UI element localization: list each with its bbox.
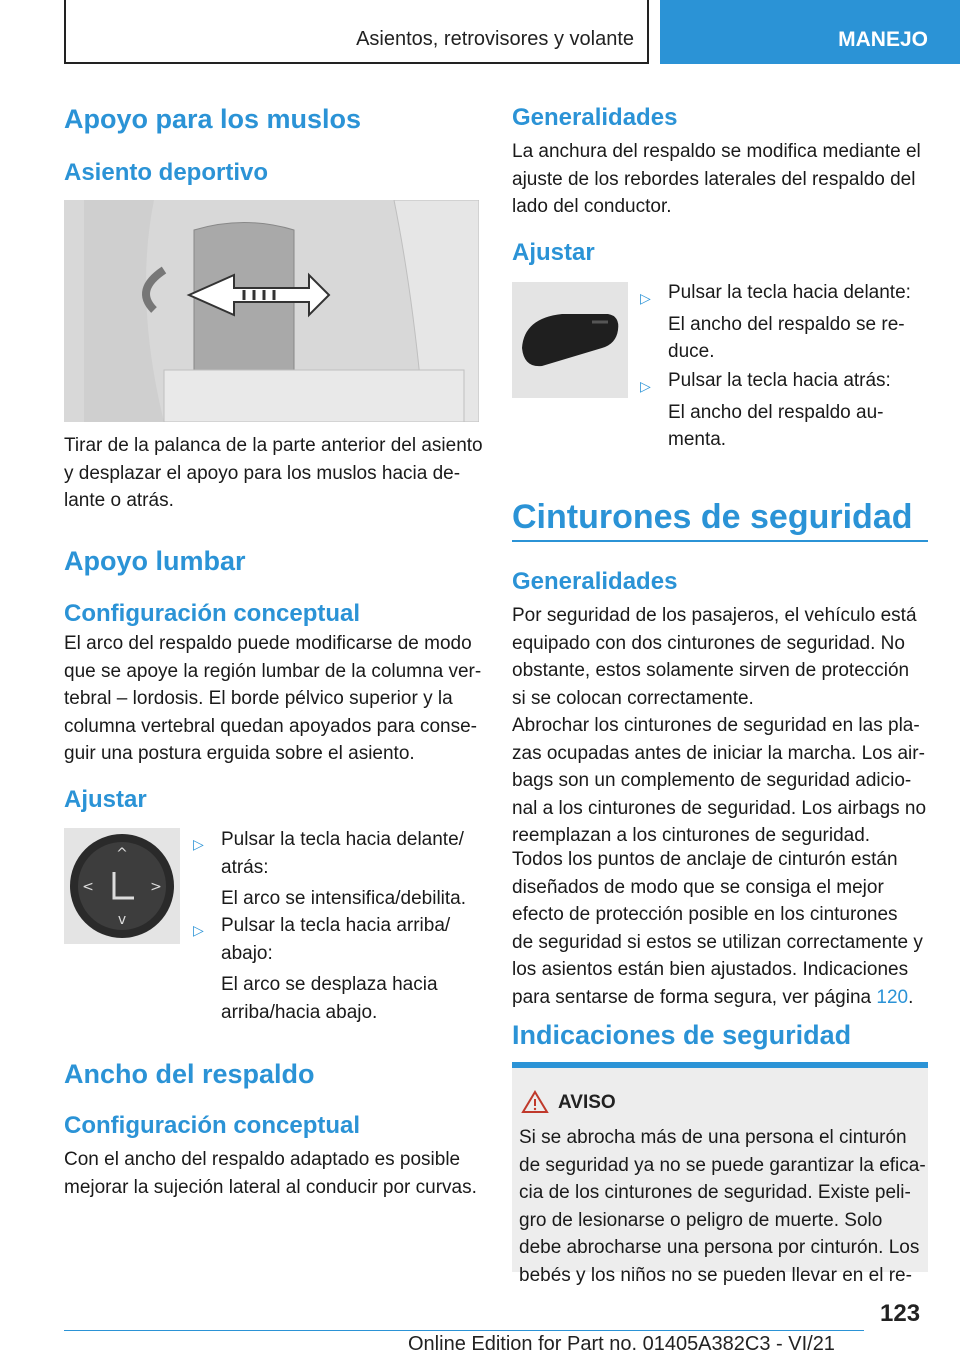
bullet-triangle-icon: ▷	[193, 922, 204, 938]
paragraph-ancho: Con el ancho del respaldo adaptado es posible mejorar la sujeción lateral al conducir por curvas.	[64, 1149, 477, 1198]
warning-title: AVISO	[558, 1092, 616, 1113]
heading-cinturones: Cinturones de seguridad	[512, 498, 913, 536]
bullet-triangle-icon: ▷	[640, 378, 651, 394]
page-link-120[interactable]: 120	[876, 986, 909, 1008]
paragraph-generalidades-1: La anchura del respaldo se modifica mediante el ajuste de los rebordes laterales del respaldo del lado del conductor.	[512, 141, 921, 217]
heading-generalidades-1: Generalidades	[512, 104, 678, 131]
svg-text:v: v	[117, 912, 127, 928]
heading-configuracion-1: Configuración conceptual	[64, 600, 361, 627]
edition-text: Online Edition for Part no. 01405A382C3 - VI/21	[408, 1333, 835, 1355]
heading-apoyo-muslos: Apoyo para los muslos	[64, 104, 362, 134]
lumbar-switch-image	[64, 828, 180, 944]
paragraph-seguridad-1: Por seguridad de los pasajeros, el vehículo está equipado con dos cinturones de seguridad. No obstante, estos solamente sirven de protección si se colocan correctamente.	[512, 605, 917, 709]
heading-rule	[512, 540, 928, 542]
heading-ajustar-right: Ajustar	[512, 239, 595, 266]
width-switch-image	[512, 282, 628, 398]
paragraph-muslos: Tirar de la palanca de la parte anterior del asiento y desplazar el apoyo para los muslos hacia de- lante o atrás.	[64, 435, 483, 511]
lumbar-switch-icon	[64, 828, 180, 944]
heading-apoyo-lumbar: Apoyo lumbar	[64, 546, 246, 576]
heading-indicaciones: Indicaciones de seguridad	[512, 1020, 852, 1050]
page-number: 123	[880, 1300, 921, 1327]
bullet-width-1: Pulsar la tecla hacia delante: El ancho del respaldo se re- duce.	[668, 282, 911, 362]
warning-triangle-icon	[521, 1090, 549, 1114]
heading-ancho-respaldo: Ancho del respaldo	[64, 1059, 315, 1089]
section-title: Asientos, retrovisores y volante	[356, 28, 634, 50]
heading-configuracion-2: Configuración conceptual	[64, 1112, 361, 1139]
paragraph-seguridad-2: Abrochar los cinturones de seguridad en las pla- zas ocupadas antes de iniciar la marcha. Los air- bags son un complemento de seguridad adicio- nal a los cinturones de seguridad. Los airbags no reemplazan a los cinturones de seguridad.	[512, 715, 927, 846]
warning-text: Si se abrocha más de una persona el cinturón de seguridad ya no se puede garantizar la efica- cia de los cinturones de seguridad. Existe peli- gro de lesionarse o peligro de muerte. Solo debe abrocharse una persona por cinturón. Los bebés y los niños no se pueden llevar en el re-	[519, 1127, 926, 1286]
bullet-triangle-icon: ▷	[193, 836, 204, 852]
svg-text:>: >	[150, 879, 162, 895]
bullet-width-2: Pulsar la tecla hacia atrás: El ancho del respaldo au- menta.	[668, 370, 891, 450]
footer-rule	[64, 1330, 864, 1331]
heading-ajustar-left: Ajustar	[64, 786, 147, 813]
heading-generalidades-2: Generalidades	[512, 568, 678, 595]
seat-drawing	[64, 200, 479, 422]
svg-text:<: <	[82, 879, 94, 895]
bullet-triangle-icon: ▷	[640, 290, 651, 306]
width-switch-icon	[512, 282, 628, 398]
heading-asiento-deportivo: Asiento deportivo	[64, 159, 269, 186]
chapter-tab[interactable]	[660, 0, 960, 64]
thigh-support-illustration	[64, 200, 479, 422]
bullet-lumbar-2: Pulsar la tecla hacia arriba/ abajo: El arco se desplaza hacia arriba/hacia abajo.	[221, 915, 451, 1023]
bullet-lumbar-1: Pulsar la tecla hacia delante/ atrás: El arco se intensifica/debilita.	[221, 829, 467, 909]
warning-box	[512, 1062, 928, 1286]
svg-text:^: ^	[116, 846, 128, 862]
paragraph-lumbar: El arco del respaldo puede modificarse de modo que se apoye la región lumbar de la columna ver- tebral – lordosis. El borde pélvico superior y la columna vertebral quedan apoyados para conse- guir una postura erguida sobre el asiento.	[64, 633, 482, 764]
paragraph-seguridad-3: Todos los puntos de anclaje de cinturón están diseñados de modo que se consiga el mejor efecto de protección posible en los cinturones de seguridad si estos se utilizan correctamente y los asientos están bien ajustados. Indicaciones para sentarse de forma segura, ver página 120.	[512, 849, 923, 1008]
chapter-tab-label: MANEJO	[838, 28, 928, 51]
